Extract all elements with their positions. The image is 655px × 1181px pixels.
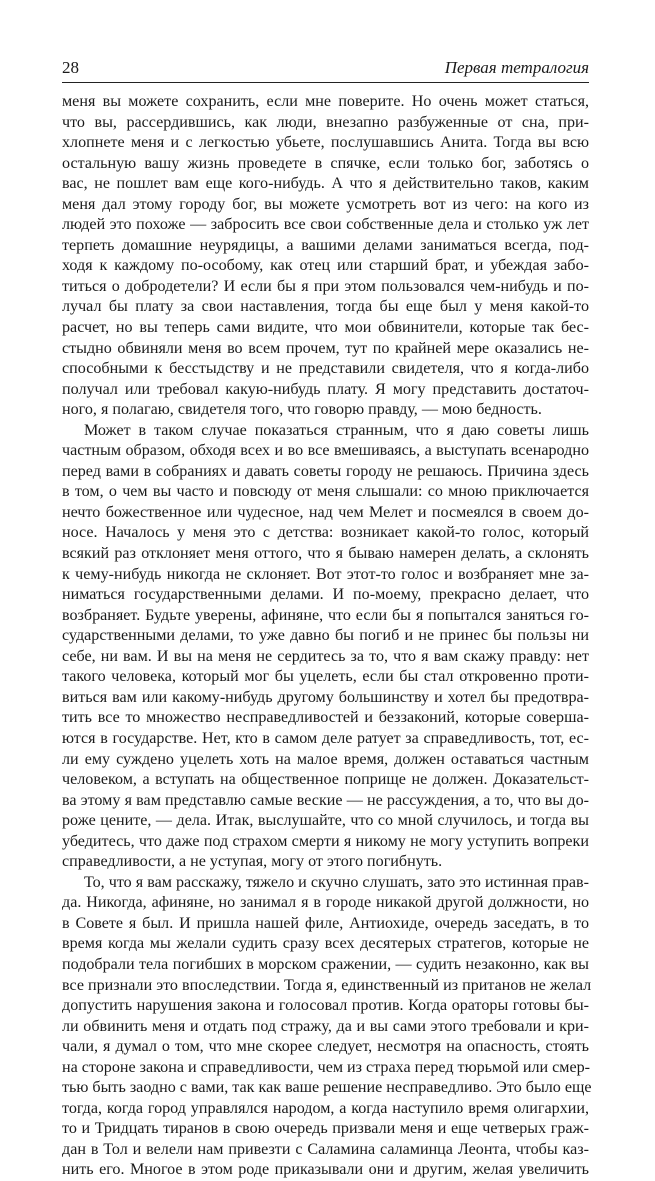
text-line: тогда, когда город управлялся народом, а когда наступило время олигархии, (62, 1099, 589, 1117)
paragraph (62, 421, 589, 873)
text-line: сударственными делами, то уже давно бы погиб и не принес бы пользы ни (62, 627, 589, 645)
text-line: на стороне закона и справедливости, чем из страха перед тюрьмой или смер- (62, 1058, 591, 1076)
text-line: перед вами в собраниях и давать советы городу не решаюсь. Причина здесь (62, 462, 589, 480)
text-line: хлопнете меня и с легкостью убьете, послушавшись Анита. Тогда вы всю (62, 134, 589, 152)
text-line: способными к бесстыдству и не представили свидетеля, что я когда-либо (62, 360, 589, 378)
text-line: дан в Тол и велели нам привезти с Саламина саламинца Леонта, чтобы каз- (62, 1140, 589, 1158)
text-line: меня вы можете сохранить, если мне поверите. Но очень может статься, (62, 93, 589, 110)
text-line: То, что я вам расскажу, тяжело и скучно слушать, зато это истинная прав- (84, 873, 589, 891)
running-header (62, 58, 589, 83)
text-line: тить все то множество несправедливостей и беззаконий, которые совершa- (62, 709, 589, 727)
text-line: носе. Началось у меня это с детства: возникает какой-то голос, который (62, 524, 589, 542)
paragraph (62, 873, 592, 1181)
text-line: тью быть заодно с вами, так как ваше решение несправедливо. Это было еще (62, 1079, 592, 1097)
text-line: лучал бы плату за свои наставления, тогда бы еще был у меня какой-то (62, 298, 589, 316)
running-title: Первая тетралогия (444, 58, 589, 77)
text-line: то и Тридцать тиранов в свою очередь призвали меня и еще четверых граж- (62, 1120, 589, 1138)
text-line: ходя к каждому по-особому, как отец или старший брат, и убеждая забо- (62, 257, 589, 275)
text-line: к чему-нибудь никогда не склоняет. Вот этот-то голос и возбраняет мне за- (62, 565, 589, 583)
text-line: ного, я полагаю, свидетеля того, что говорю правду, — мою бедность. (62, 401, 542, 419)
text-line: время когда мы желали судить сразу всех десятерых стратегов, которые не (62, 935, 589, 953)
text-line: нечто божественное или чудесное, над чем Мелет и посмеялся в своем до- (62, 503, 589, 521)
text-line: меня дал этому городу бог, вы можете усмотреть вот из чего: на кого из (62, 195, 589, 213)
text-line: нить его. Многое в этом роде приказывали они и другим, желая увеличить (62, 1161, 589, 1179)
text-line: титься о добродетели? И если бы я при этом пользовался чем-нибудь и по- (62, 277, 589, 295)
text-line: все признали это впоследствии. Тогда я, единственный из пританов не желал (62, 976, 592, 994)
text-line: получал или требовал какую-нибудь плату. Я могу представить достаточ- (62, 380, 589, 398)
text-line: терпеть домашние неурядицы, а вашими делами заниматься всегда, под- (62, 236, 589, 254)
text-line: в том, о чем вы часто и повсюду от меня слышали: со мною приключается (62, 483, 589, 501)
text-line: человеком, а вступать на общественное поприще не должен. Доказательст- (62, 771, 589, 789)
page-number: 28 (62, 58, 79, 77)
text-line: ли ему суждено уцелеть хоть на малое время, должен оставаться частным (62, 750, 589, 768)
text-line: убедитесь, что даже под страхом смерти я никому не могу уступить вопреки (62, 832, 589, 850)
paragraph (62, 92, 589, 421)
text-line: остальную вашу жизнь проведете в спячке, если только бог, заботясь о (62, 154, 589, 172)
text-line: что вы, рассердившись, как люди, внезапно разбуженные от сна, при- (62, 113, 589, 131)
text-line: Может в таком случае показаться странным, что я даю советы лишь (84, 421, 589, 439)
text-line: ниматься государственными делами. И по-моему, прекрасно делает, что (62, 586, 589, 604)
text-line: да. Никогда, афиняне, но занимал я в городе никакой другой должности, но (62, 894, 589, 912)
text-line: всякий раз отклоняет меня оттого, что я бываю намерен делать, а склонять (62, 545, 589, 563)
text-line: ли обвинить меня и отдать под стражу, да и вы сами этого требовали и кри- (62, 1017, 589, 1035)
text-line: вас, не пошлет вам еще кого-нибудь. А что я действительно таков, каким (62, 175, 589, 193)
text-line: справедливости, а не уступая, могу от этого погибнуть. (62, 853, 443, 871)
text-line: допустить нарушения закона и голосовал против. Когда ораторы готовы бы- (62, 997, 589, 1015)
body-text (62, 92, 592, 1181)
text-line: такого человека, который мог бы уцелеть, если бы стал откровенно проти- (62, 668, 589, 686)
text-line: себе, ни вам. И вы на меня не сердитесь за то, что я вам скажу правду: нет (62, 647, 589, 665)
text-line: частным образом, обходя всех и во все вмешиваясь, а выступать всенародно (62, 442, 589, 460)
text-line: людей это похоже — забросить все свои собственные дела и столько уж лет (62, 216, 589, 234)
text-line: ются в государстве. Нет, кто в самом деле ратует за справедливость, тот, ес- (62, 729, 589, 747)
text-line: в Совете я был. И пришла нашей филе, Антиохиде, очередь заседать, в то (62, 914, 589, 932)
text-line: ва этому я вам представлю самые веские — не рассуждения, а то, что вы до- (62, 791, 589, 809)
text-line: чали, я думал о том, что мне скорее следует, несмотря на опасность, стоять (62, 1038, 589, 1056)
text-line: подобрали тела погибших в морском сражении, — судить незаконно, как вы (62, 955, 589, 973)
text-line: стыдно обвиняли меня во всем прочем, тут по крайней мере оказались не- (62, 339, 589, 357)
text-line: расчет, но вы теперь сами видите, что мои обвинители, которые так бес- (62, 319, 589, 337)
text-line: роже цените, — дела. Итак, выслушайте, что со мной случилось, и тогда вы (62, 812, 589, 830)
text-line: виться вам или какому-нибудь другому большинству и хотел бы предотвра- (62, 688, 589, 706)
text-line: возбраняет. Будьте уверены, афиняне, что если бы я попытался заняться го- (62, 606, 589, 624)
